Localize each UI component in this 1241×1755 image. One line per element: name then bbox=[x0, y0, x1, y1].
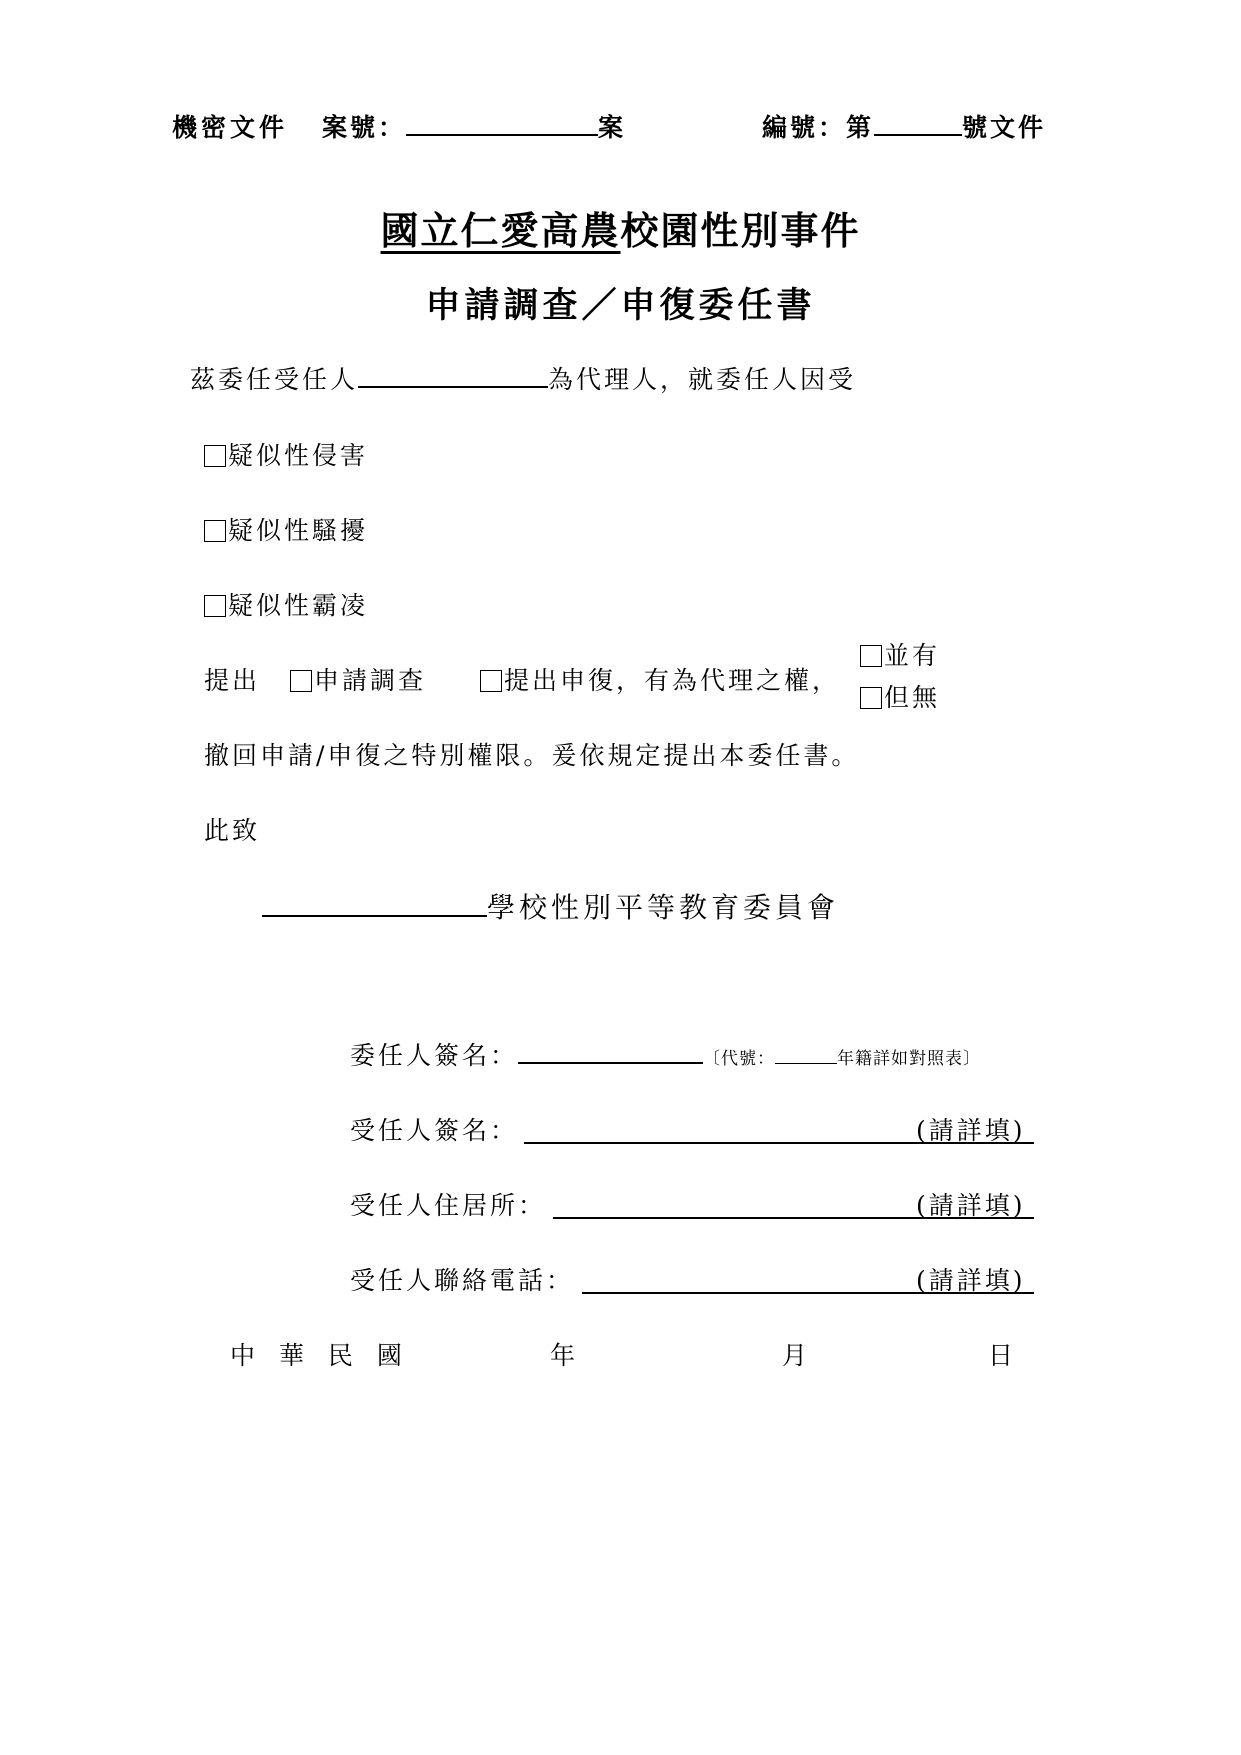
without-authority-option[interactable] bbox=[860, 678, 940, 714]
option-label: 疑似性霸凌 bbox=[228, 591, 369, 620]
committee-name: 學校性別平等教育委員會 bbox=[487, 891, 840, 924]
case-number-field bbox=[322, 108, 626, 144]
header-confidential bbox=[172, 108, 288, 144]
agent-label: 受任人簽名： bbox=[350, 1116, 519, 1145]
date-month: 月 bbox=[782, 1341, 811, 1370]
agent-phone-fill-note: (請詳填) bbox=[916, 1266, 1026, 1295]
agent-phone-row bbox=[350, 1261, 574, 1297]
case-number-blank[interactable] bbox=[406, 134, 598, 136]
document-title bbox=[0, 200, 1241, 255]
agent-address-fill-note: (請詳填) bbox=[916, 1191, 1026, 1220]
serial-number-blank[interactable] bbox=[874, 134, 962, 136]
apply-label: 申請調查 bbox=[314, 666, 427, 695]
date-era: 中 華 民 國 bbox=[230, 1341, 410, 1370]
option-label: 疑似性侵害 bbox=[228, 441, 369, 470]
option-sexual-harassment[interactable] bbox=[204, 511, 368, 547]
intro-before: 茲委任受任人 bbox=[190, 365, 359, 394]
appeal-option[interactable] bbox=[480, 661, 840, 697]
with-label: 並有 bbox=[884, 641, 941, 670]
agent-phone-label: 受任人聯絡電話： bbox=[350, 1266, 575, 1295]
date-day: 日 bbox=[988, 1341, 1017, 1370]
option-label: 疑似性騷擾 bbox=[228, 516, 369, 545]
without-label: 但無 bbox=[884, 683, 941, 712]
committee-line bbox=[262, 886, 839, 926]
intro-line bbox=[190, 360, 856, 396]
serial-number-label: 編號：第 bbox=[762, 113, 875, 142]
checkbox[interactable] bbox=[860, 687, 882, 709]
agent-signature-row bbox=[350, 1111, 518, 1147]
agent-fill-note: (請詳填) bbox=[916, 1116, 1026, 1145]
checkbox[interactable] bbox=[204, 445, 226, 467]
principal-signature-row bbox=[350, 1036, 981, 1072]
school-name-blank[interactable] bbox=[262, 915, 487, 917]
title-org: 國立仁愛高農 bbox=[380, 209, 621, 253]
submit-lead: 提出 bbox=[204, 666, 261, 695]
appeal-label: 提出申復，有為代理之權， bbox=[504, 666, 841, 695]
serial-number-suffix: 號文件 bbox=[962, 113, 1047, 142]
checkbox[interactable] bbox=[204, 520, 226, 542]
option-sexual-bullying[interactable] bbox=[204, 586, 368, 622]
agent-address-label: 受任人住居所： bbox=[350, 1191, 547, 1220]
closing-text: 此致 bbox=[204, 816, 261, 845]
case-number-suffix: 案 bbox=[598, 113, 627, 142]
checkbox[interactable] bbox=[480, 670, 502, 692]
principal-note-close: 年籍詳如對照表〕 bbox=[837, 1049, 982, 1069]
option-sexual-assault[interactable] bbox=[204, 436, 368, 472]
checkbox[interactable] bbox=[204, 595, 226, 617]
principal-signature-blank[interactable] bbox=[518, 1062, 703, 1064]
document-subtitle: 申請調查／申復委任書 bbox=[425, 286, 816, 326]
date-year: 年 bbox=[550, 1341, 579, 1370]
principal-code-blank[interactable] bbox=[775, 1063, 837, 1064]
case-number-label: 案號： bbox=[322, 113, 407, 142]
agent-address-row bbox=[350, 1186, 546, 1222]
principal-label: 委任人簽名： bbox=[350, 1041, 519, 1070]
agent-name-blank[interactable] bbox=[358, 386, 548, 388]
checkbox[interactable] bbox=[290, 670, 312, 692]
revoke-line: 撤回申請/申復之特別權限。爰依規定提出本委任書。 bbox=[204, 741, 860, 770]
confidential-label: 機密文件 bbox=[172, 113, 289, 142]
serial-number-field bbox=[762, 108, 1046, 144]
apply-investigation-option[interactable] bbox=[290, 661, 426, 697]
with-authority-option[interactable] bbox=[860, 636, 940, 672]
title-subject: 校園性別事件 bbox=[620, 209, 861, 253]
intro-after: 為代理人，就委任人因受 bbox=[548, 365, 857, 394]
checkbox[interactable] bbox=[860, 645, 882, 667]
submit-line bbox=[204, 661, 260, 697]
principal-note-open: 〔代號： bbox=[703, 1049, 776, 1069]
